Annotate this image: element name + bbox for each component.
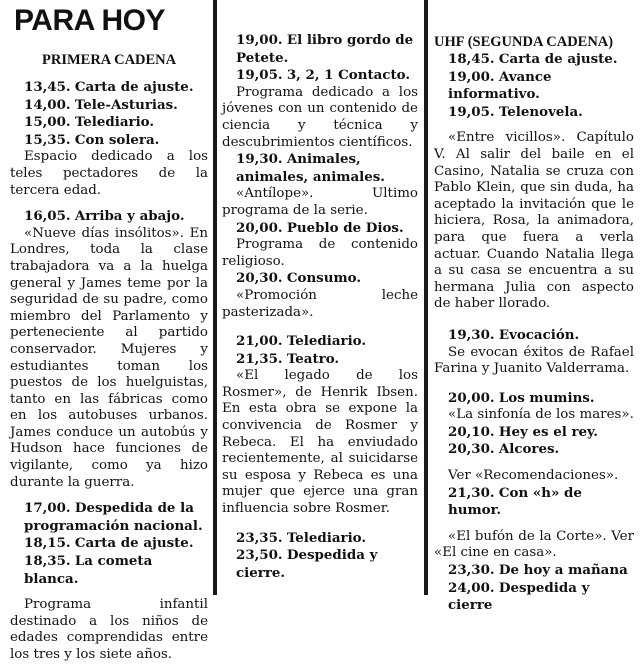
program-entry: 15,35. Con solera.: [24, 131, 160, 148]
program-entry: 18,15. Carta de ajuste.: [24, 535, 194, 552]
program-entry: 23,35. Telediario.: [236, 529, 367, 546]
program-entry: 20,30. Alcores.: [448, 441, 560, 458]
program-description: «Entre vicillos». Capítulo V. Al salir del baile en el Casino, Natalia se cruza con Pablo Klein, que sin duda, ha aceptado la invitación que le hiciera, Rosa, la animadora, para que fuera a verla actuar. Cuando Natalia llega a su casa se encuentra a su hermana Julia con aspecto de haber llorado.: [434, 130, 634, 312]
program-entry: 20,10. Hey es el rey.: [448, 423, 598, 440]
program-entry: 16,05. Arriba y abajo.: [24, 208, 185, 225]
page-title: PARA HOY: [14, 4, 166, 37]
program-entry: 23,30. De hoy a mañana: [448, 562, 628, 579]
program-entry: 15,00. Telediario.: [24, 114, 155, 131]
column-divider-right: [424, 0, 428, 595]
program-description: «El bufón de la Corte». Ver «El cine en casa».: [434, 528, 634, 561]
program-description: Programa infantil destinado a los niños de edades comprendidas entre los tres y los siete años.: [10, 597, 208, 662]
program-entry: 19,00. Avance informativo.: [448, 68, 552, 103]
program-entry: 21,30. Con «h» de humor.: [448, 484, 582, 519]
program-entry: 23,50. Despedida y cierre.: [236, 547, 378, 581]
program-entry: 14,00. Tele-Asturias.: [24, 96, 178, 113]
program-entry: 19,05. Telenovela.: [448, 103, 583, 120]
program-entry: 24,00. Despedida y cierre: [448, 579, 590, 614]
program-entry: 21,35. Teatro.: [236, 350, 340, 367]
program-entry: 20,30. Consumo.: [236, 270, 361, 287]
program-entry: 13,45. Carta de ajuste.: [24, 79, 194, 95]
program-entry: 21,00. Telediario.: [236, 333, 367, 350]
uhf-column: [434, 33, 634, 615]
program-description: «Antílope». Ultimo programa de la serie.: [222, 186, 418, 218]
column-divider-left: [213, 0, 217, 595]
program-description: Programa dedicado a los jóvenes con un contenido de ciencia y técnica y descubrimientos científicos.: [222, 84, 418, 150]
program-description: «La sinfonía de los mares».: [448, 407, 634, 423]
program-description: Programa de contenido religioso.: [222, 237, 418, 269]
program-description: Se evocan éxitos de Rafael Farina y Juanito Valderrama.: [434, 344, 634, 377]
program-entry: 20,00. Pueblo de Dios.: [236, 219, 404, 236]
program-entry: 19,00. El libro gordo de Petete.: [236, 32, 414, 66]
program-entry: 19,05. 3, 2, 1 Contacto.: [236, 67, 411, 84]
program-entry: 19,30. Evocación.: [448, 326, 580, 343]
program-description: Ver «Recomendaciones».: [448, 468, 619, 484]
program-entry: 19,30. Animales, animales, animales.: [236, 151, 385, 185]
program-description: «El legado de los Rosmer», de Henrik Ibsen. En esta obra se expone la convivencia de Rosmer y Rebeca. El ha enviudado recientemente, al suicidarse su esposa y Rebeca es una mujer que ejerce una gran influencia sobre Rosmer.: [222, 368, 418, 517]
program-entry: 18,35. La cometa blanca.: [24, 553, 153, 587]
primera-cadena-heading: PRIMERA CADENA: [42, 52, 177, 68]
program-description: «Promoción leche pasterizada».: [222, 287, 418, 320]
primera-cadena-column: [10, 51, 208, 664]
program-description: Espacio dedicado a los teles pectadores de la tercera edad.: [10, 149, 208, 198]
uhf-heading: UHF (SEGUNDA CADENA): [434, 34, 614, 50]
program-entry: 20,00. Los mumins.: [448, 389, 595, 406]
primera-cadena-continued-column: [222, 32, 418, 582]
program-description: «Nueve días insólitos». En Londres, toda la clase trabajadora va a la huelga general y James teme por la seguridad de su padre, como miembro del Parlamento y perteneciente al partido conservador. Mujeres y estudiantes toman los puestos de los huelguistas, tanto en las fábricas como en los autobuses urbanos. James conduce un autobús y Hudson hace funciones de vigilante, como ya hizo durante la guerra.: [10, 225, 208, 490]
program-entry: 18,45. Carta de ajuste.: [448, 51, 618, 67]
program-entry: 17,00. Despedida de la programación nacional.: [24, 500, 203, 534]
